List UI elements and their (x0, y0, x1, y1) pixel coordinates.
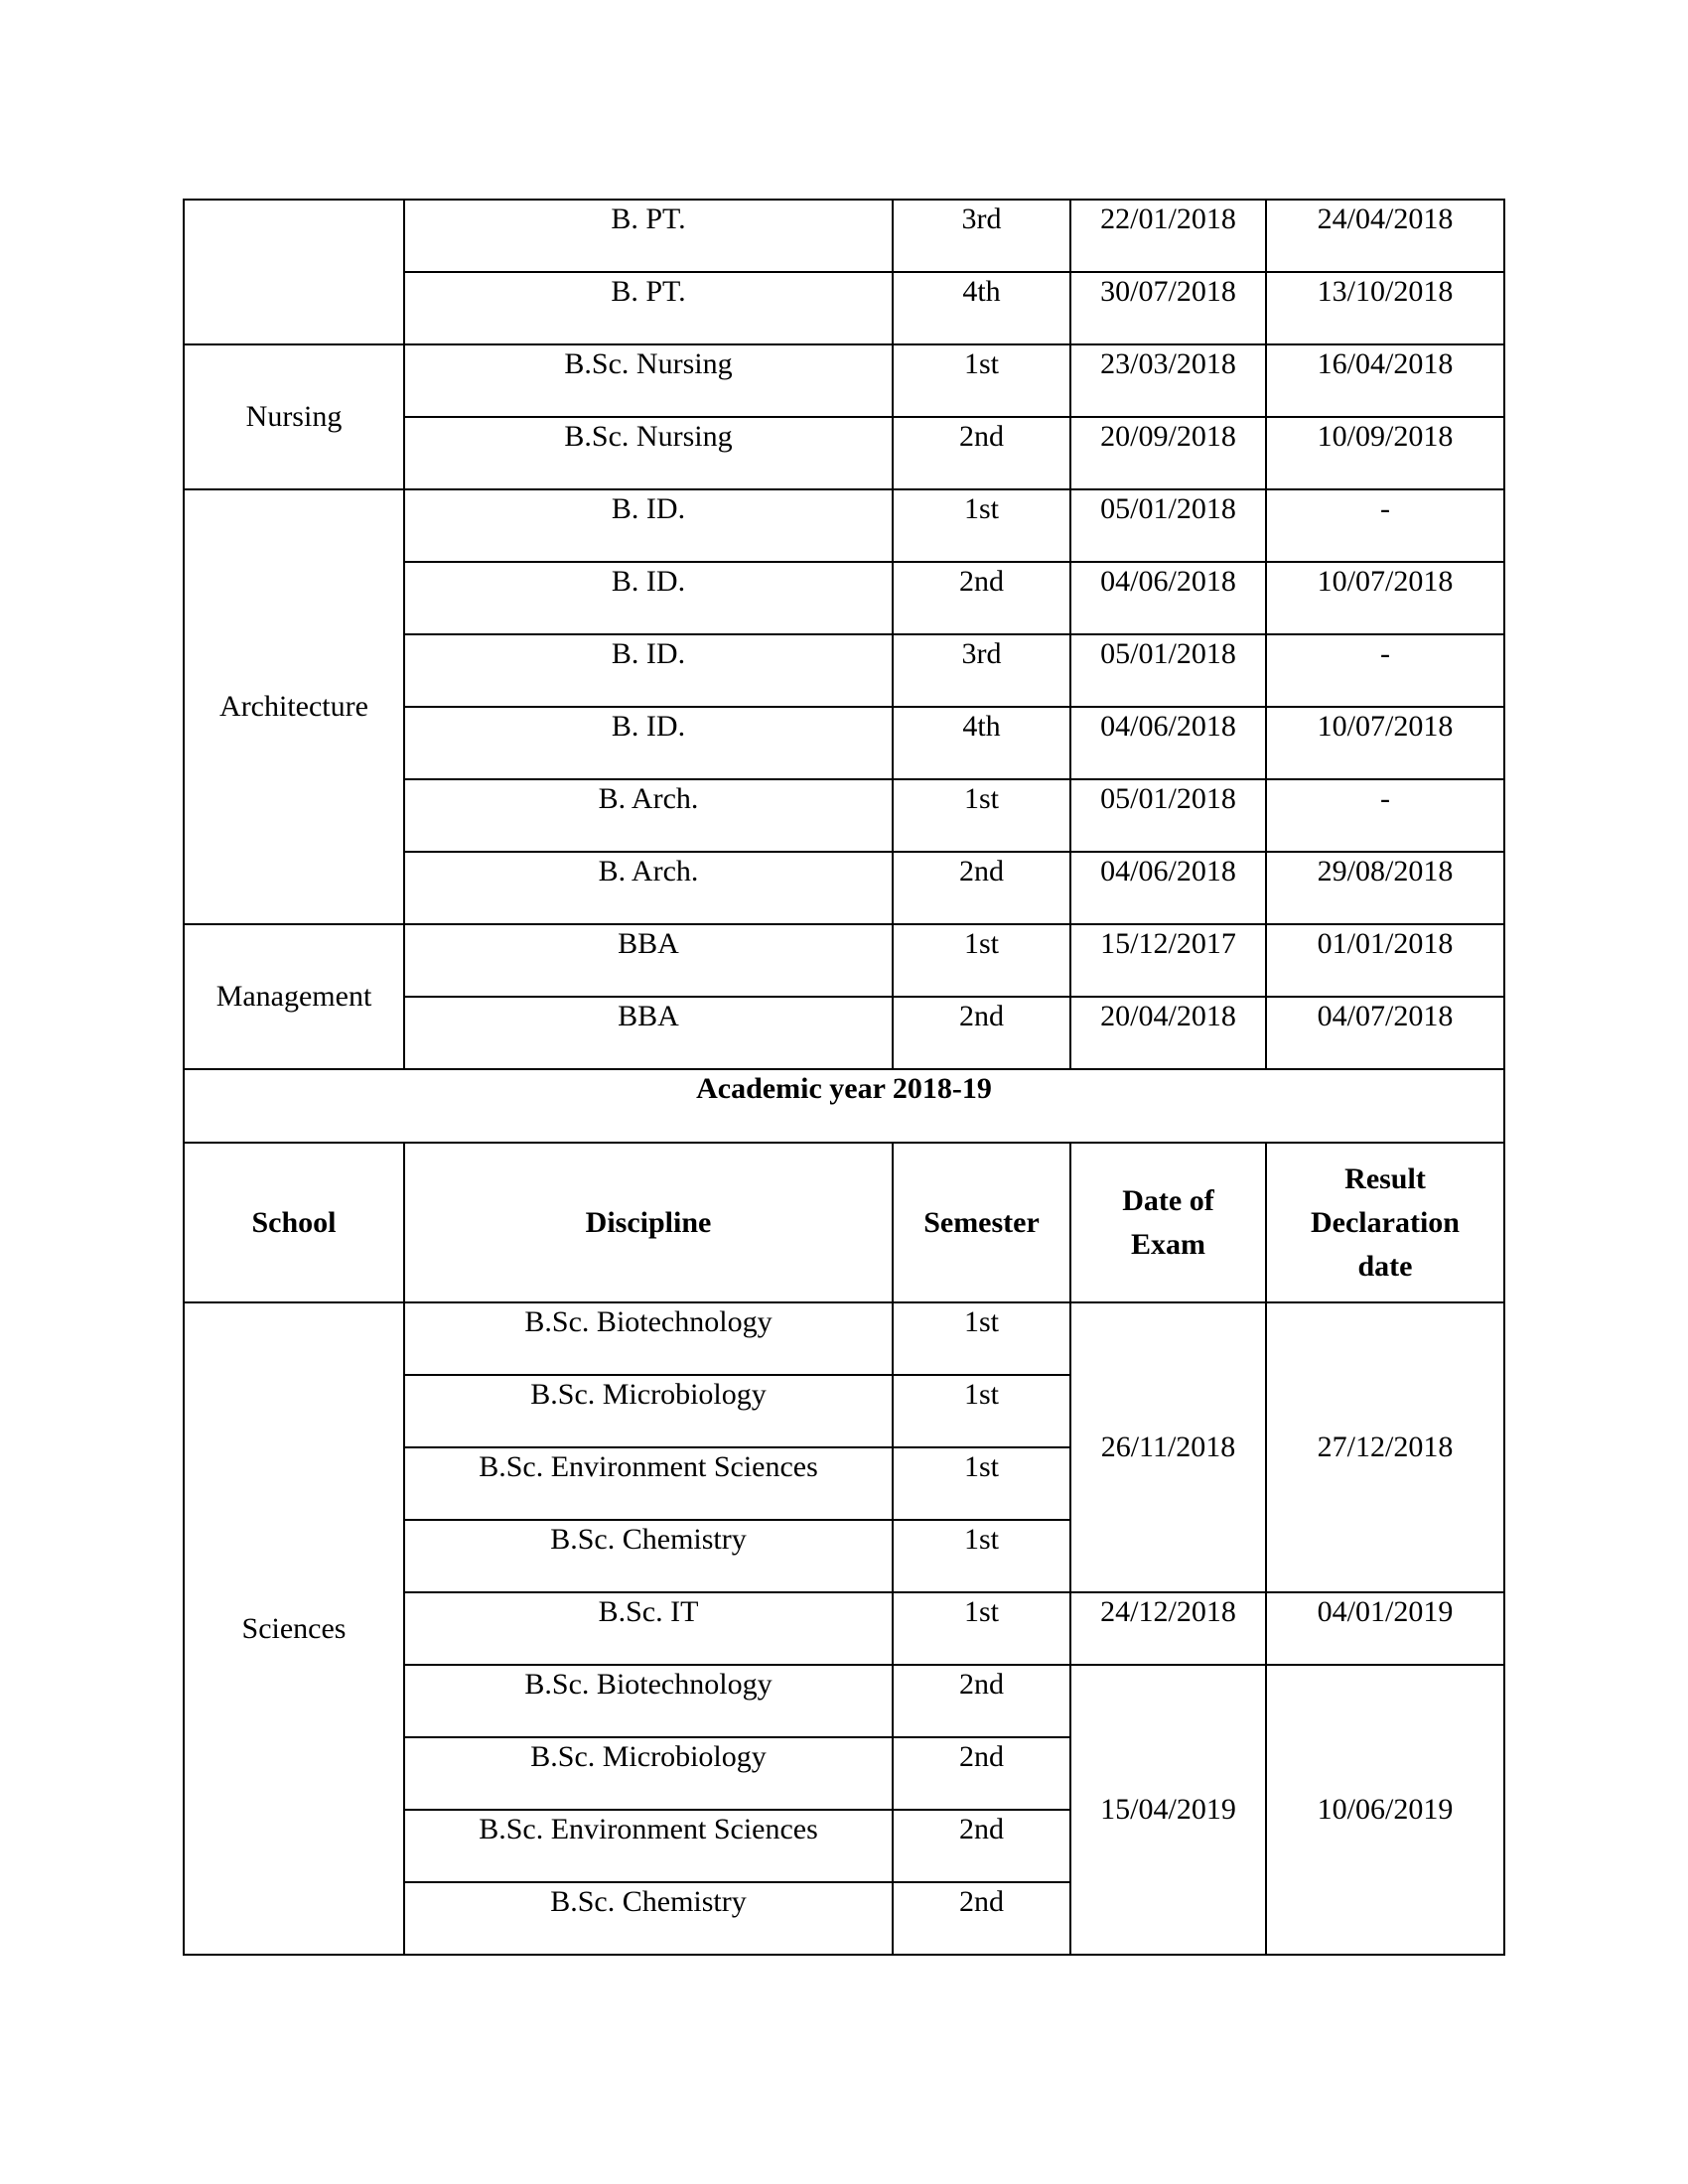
discipline-cell: B. PT. (404, 200, 893, 272)
header-date-of-exam (1070, 1143, 1266, 1302)
discipline-cell: B. PT. (404, 272, 893, 344)
exam-date-cell: 04/06/2018 (1070, 562, 1266, 634)
school-cell-management: Management (184, 924, 404, 1069)
discipline-cell: B. Arch. (404, 779, 893, 852)
semester-cell: 2nd (893, 1882, 1070, 1955)
semester-cell: 3rd (893, 200, 1070, 272)
result-date-cell: 24/04/2018 (1266, 200, 1504, 272)
table-row (184, 924, 1504, 997)
result-date-cell: 27/12/2018 (1266, 1302, 1504, 1592)
semester-cell: 4th (893, 272, 1070, 344)
header-date-of-exam-text: Date of Exam (1122, 1183, 1214, 1261)
exam-date-cell: 26/11/2018 (1070, 1302, 1266, 1592)
result-date-cell: 04/07/2018 (1266, 997, 1504, 1069)
discipline-cell: B.Sc. Nursing (404, 417, 893, 489)
table-row (184, 200, 1504, 272)
semester-cell: 4th (893, 707, 1070, 779)
exam-date-cell: 04/06/2018 (1070, 707, 1266, 779)
school-cell-nursing: Nursing (184, 344, 404, 489)
table-row (184, 1302, 1504, 1375)
result-date-cell: 10/07/2018 (1266, 562, 1504, 634)
header-semester: Semester (893, 1143, 1070, 1302)
exam-date-cell: 15/04/2019 (1070, 1665, 1266, 1955)
table-header-row (184, 1143, 1504, 1302)
result-date-cell: 10/09/2018 (1266, 417, 1504, 489)
school-cell-architecture: Architecture (184, 489, 404, 924)
header-result-declaration (1266, 1143, 1504, 1302)
school-cell-sciences: Sciences (184, 1302, 404, 1955)
discipline-cell: B. ID. (404, 707, 893, 779)
discipline-cell: BBA (404, 997, 893, 1069)
discipline-cell: B. ID. (404, 562, 893, 634)
discipline-cell: B.Sc. Environment Sciences (404, 1447, 893, 1520)
semester-cell: 2nd (893, 1810, 1070, 1882)
school-cell-empty (184, 200, 404, 344)
semester-cell: 2nd (893, 997, 1070, 1069)
exam-date-cell: 30/07/2018 (1070, 272, 1266, 344)
semester-cell: 1st (893, 779, 1070, 852)
exam-date-cell: 20/09/2018 (1070, 417, 1266, 489)
discipline-cell: B.Sc. Microbiology (404, 1737, 893, 1810)
semester-cell: 1st (893, 1592, 1070, 1665)
discipline-cell: B.Sc. IT (404, 1592, 893, 1665)
discipline-cell: B.Sc. Chemistry (404, 1520, 893, 1592)
semester-cell: 1st (893, 1447, 1070, 1520)
discipline-cell: BBA (404, 924, 893, 997)
semester-cell: 1st (893, 489, 1070, 562)
exam-date-cell: 05/01/2018 (1070, 634, 1266, 707)
result-date-cell: 04/01/2019 (1266, 1592, 1504, 1665)
result-date-cell: - (1266, 779, 1504, 852)
discipline-cell: B. ID. (404, 634, 893, 707)
result-date-cell: 10/07/2018 (1266, 707, 1504, 779)
header-school: School (184, 1143, 404, 1302)
exam-date-cell: 23/03/2018 (1070, 344, 1266, 417)
exam-date-cell: 04/06/2018 (1070, 852, 1266, 924)
result-date-cell: - (1266, 489, 1504, 562)
academic-year-heading: Academic year 2018-19 (184, 1069, 1504, 1143)
semester-cell: 2nd (893, 1737, 1070, 1810)
semester-cell: 2nd (893, 417, 1070, 489)
semester-cell: 2nd (893, 562, 1070, 634)
result-date-cell: 10/06/2019 (1266, 1665, 1504, 1955)
header-discipline: Discipline (404, 1143, 893, 1302)
discipline-cell: B. Arch. (404, 852, 893, 924)
semester-cell: 3rd (893, 634, 1070, 707)
result-date-cell: 16/04/2018 (1266, 344, 1504, 417)
discipline-cell: B.Sc. Biotechnology (404, 1665, 893, 1737)
result-date-cell: 01/01/2018 (1266, 924, 1504, 997)
exam-schedule-table (183, 199, 1505, 1956)
academic-year-row (184, 1069, 1504, 1143)
exam-date-cell: 22/01/2018 (1070, 200, 1266, 272)
exam-date-cell: 15/12/2017 (1070, 924, 1266, 997)
semester-cell: 1st (893, 1302, 1070, 1375)
header-result-declaration-text: Result Declaration date (1311, 1161, 1460, 1283)
discipline-cell: B.Sc. Microbiology (404, 1375, 893, 1447)
exam-date-cell: 05/01/2018 (1070, 779, 1266, 852)
exam-date-cell: 20/04/2018 (1070, 997, 1266, 1069)
result-date-cell: 13/10/2018 (1266, 272, 1504, 344)
semester-cell: 2nd (893, 852, 1070, 924)
discipline-cell: B. ID. (404, 489, 893, 562)
table-row (184, 344, 1504, 417)
semester-cell: 1st (893, 344, 1070, 417)
table-row (184, 489, 1504, 562)
result-date-cell: - (1266, 634, 1504, 707)
discipline-cell: B.Sc. Chemistry (404, 1882, 893, 1955)
exam-date-cell: 05/01/2018 (1070, 489, 1266, 562)
exam-date-cell: 24/12/2018 (1070, 1592, 1266, 1665)
discipline-cell: B.Sc. Environment Sciences (404, 1810, 893, 1882)
semester-cell: 2nd (893, 1665, 1070, 1737)
discipline-cell: B.Sc. Biotechnology (404, 1302, 893, 1375)
discipline-cell: B.Sc. Nursing (404, 344, 893, 417)
semester-cell: 1st (893, 924, 1070, 997)
result-date-cell: 29/08/2018 (1266, 852, 1504, 924)
semester-cell: 1st (893, 1520, 1070, 1592)
semester-cell: 1st (893, 1375, 1070, 1447)
